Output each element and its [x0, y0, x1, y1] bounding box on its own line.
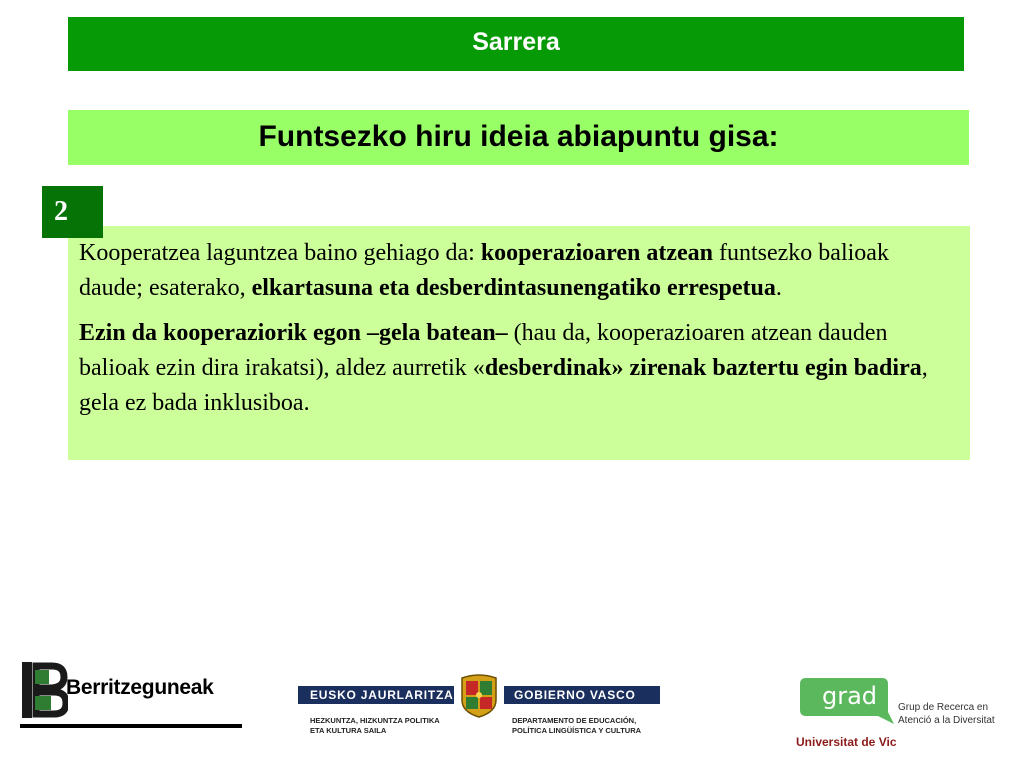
p2-bold-1: Ezin da kooperaziorik egon –gela batean–	[79, 320, 508, 346]
p1-text-2: funtsezko balioak daude; esaterako,	[79, 240, 889, 301]
p2-text-2: , gela ez bada inklusiboa.	[79, 355, 928, 416]
grad-desc-line-2: Atenció a la Diversitat	[898, 715, 995, 726]
badge-number: 2	[54, 196, 68, 227]
subtitle-text: Funtsezko hiru ideia abiapuntu gisa:	[258, 120, 779, 153]
paragraph-2	[79, 316, 958, 421]
berritzeguneak-b-icon	[22, 662, 68, 718]
berritzeguneak-logo	[20, 660, 250, 732]
berritzeguneak-label: Berritzeguneak	[66, 676, 214, 699]
eusko-sub-right-line-2: POLÍTICA LINGÜÍSTICA Y CULTURA	[512, 726, 642, 735]
p1-text-1: Kooperatzea laguntzea baino gehiago da:	[79, 240, 481, 266]
eusko-sub-left-line-1: HEZKUNTZA, HIZKUNTZA POLITIKA	[310, 716, 440, 725]
p1-bold-2: elkartasuna eta desberdintasunengatiko errespetua	[251, 275, 776, 301]
logo-underline	[20, 724, 242, 728]
paragraph-1	[79, 236, 958, 306]
grad-wordmark: grad	[822, 682, 878, 710]
p1-bold-1: kooperazioaren atzean	[480, 240, 713, 266]
eusko-right-bar: GOBIERNO VASCO	[504, 686, 660, 704]
content-box	[68, 226, 970, 460]
eusko-sub-right	[512, 716, 641, 736]
eusko-left-bar: EUSKO JAURLARITZA	[298, 686, 454, 704]
eusko-jaurlaritza-logo	[298, 672, 660, 736]
grad-description	[898, 701, 995, 727]
basque-coat-of-arms-icon	[458, 672, 500, 718]
p1-text-3: .	[775, 275, 782, 301]
slide-subtitle	[68, 110, 969, 165]
p2-text-1: (hau da, kooperazioaren atzean dauden balioak ezin dira irakatsi), aldez aurretik «	[79, 320, 888, 381]
eusko-sub-left	[310, 716, 440, 736]
slide-header	[68, 17, 964, 71]
number-badge	[42, 186, 103, 238]
header-title: Sarrera	[472, 28, 560, 56]
grad-logo	[796, 676, 1010, 756]
eusko-sub-right-line-1: DEPARTAMENTO DE EDUCACIÓN,	[512, 716, 637, 725]
p2-bold-2: desberdinak» zirenak baztertu egin badira	[484, 355, 922, 381]
universitat-de-vic-label: Universitat de Vic	[796, 735, 897, 749]
grad-desc-line-1: Grup de Recerca en	[898, 702, 989, 713]
eusko-sub-left-line-2: ETA KULTURA SAILA	[310, 726, 387, 735]
